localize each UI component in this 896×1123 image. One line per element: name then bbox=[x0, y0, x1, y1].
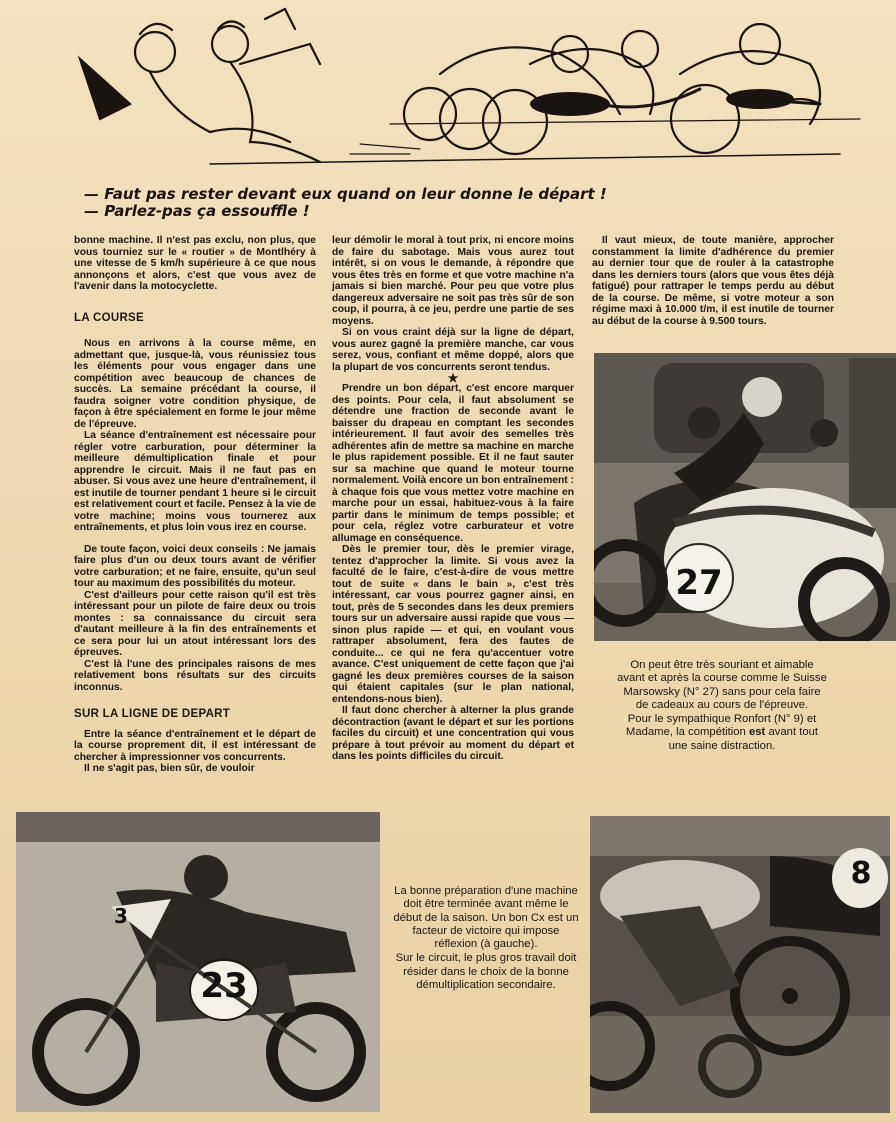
cartoon-caption-line-1: — Faut pas rester devant eux quand on leur donne le départ ! bbox=[84, 185, 607, 203]
heading-la-course: LA COURSE bbox=[74, 311, 144, 324]
cartoon-illustration bbox=[60, 4, 880, 184]
caption-bottom-paragraph-1: La bonne préparation d'une machine doit être terminée avant même le début de la saison. Un bon Cx est un facteur de victoire qui impose réflexion (à gauche). bbox=[393, 885, 579, 951]
column-1-paragraph: C'est là l'une des principales raisons de mes relativement bons résultats sur des circuits inconnus. bbox=[74, 658, 316, 693]
column-1-paragraph: C'est d'ailleurs pour cette raison qu'il est très intéressant pour un pilote de faire deux ou trois montes : sa connaissance du circuit sera d'autant meilleure à la fin des entraînements et ce sera pour lui un atout intéressant lors des épreuves. bbox=[74, 589, 316, 658]
caption-bottom bbox=[392, 885, 580, 993]
column-3-paragraph: Il vaut mieux, de toute manière, approcher constamment la limite d'adhérence du premier au dernier tour que de rouler à la catastrophe dans les derniers tours (alors que vous êtes déjà fatigué) pour rattraper le temps perdu au début de la course. De même, si votre moteur a son régime maxi à 10.000 t/m, il est inutile de tourner au début de la course à 9.500 tours. bbox=[592, 235, 834, 327]
column-1-paragraph: De toute façon, voici deux conseils : Ne jamais faire plus d'un ou deux tours avant de vérifier votre carburation; et ne faire, ensuite, qu'un seul tour au maximum des possibilités du moteur. bbox=[74, 543, 316, 589]
caption-right-text: avant tout une saine distraction. bbox=[668, 726, 819, 752]
race-number-27: 27 bbox=[675, 563, 723, 603]
caption-bottom-paragraph-2: Sur le circuit, le plus gros travail doit résider dans le choix de la bonne démultiplication secondaire. bbox=[395, 952, 577, 992]
column-1-paragraph: Nous en arrivons à la course même, en admettant que, jusque-là, vous réunissiez tous les éléments pour vous engager dans une compétition avec beaucoup de chances de succès. La semaine précédant la course, il faudra soigner votre condition physique, de façon à être spécialement en forme le jour même de l'épreuve. bbox=[74, 338, 316, 430]
photo-rider-27 bbox=[594, 353, 896, 641]
column-2-paragraph: Dès le premier tour, dès le premier virage, tentez d'approcher la limite. Si vous avez la faculté de le faire, c'est-à-dire de vous mettre tout de suite « dans le bain », c'est très intéressant, car vous pourrez gagner ainsi, en tout, près de 5 secondes dans les deux premiers tours sur un adversaire aussi rapide que vous — sinon plus rapide — et qui, en voulant vous rattraper absolument, fera des fautes de conduite... ce qui ne fera qu'accentuer votre avance. C'est uniquement de cette façon que j'ai gagné les deux premières courses de la saison qui étaient capitales (sur le plan national, entendons-nous bien). bbox=[332, 544, 574, 705]
column-1-paragraph: Il ne s'agit pas, bien sûr, de vouloir bbox=[84, 763, 255, 774]
caption-right-paragraph-2 bbox=[616, 713, 828, 753]
section-star-ornament: ★ bbox=[447, 371, 459, 385]
column-1-intro: bonne machine. Il n'est pas exclu, non plus, que vous tourniez sur le « routier » de Montlhéry à une vitesse de 5 km/h supérieure à ce que nous annonçons et alors, c'est que vous avez de l'avenir dans la motocyclette. bbox=[74, 235, 316, 292]
caption-right-emphasis: est bbox=[748, 726, 766, 739]
column-2-paragraph: Si on vous craint déjà sur la ligne de départ, vous aurez gagné la première manche, car vous serez, vous, confiant et même doppé, alors que la plupart de vos concurrents seront tendus. bbox=[332, 327, 574, 373]
caption-right-text: Pour le sympathique Ronfort (N° 9) et Madame, la compétition bbox=[625, 713, 817, 739]
article-column-2 bbox=[332, 235, 574, 763]
column-2-paragraph: Il faut donc chercher à alterner la plus grande décontraction (avant le départ et sur les portions faciles du circuit) et une concentration qui vous prépare à tout prévoir au moment du départ et dans les points difficiles du circuit. bbox=[332, 705, 574, 762]
article-column-1 bbox=[74, 235, 316, 775]
caption-right bbox=[616, 659, 828, 754]
caption-right-paragraph-1: On peut être très souriant et aimable avant et après la course comme le Suisse Marsowsky (N° 27) sans pour cela faire de cadeaux au cours de l'épreuve. bbox=[617, 659, 827, 711]
cartoon-caption bbox=[84, 186, 804, 220]
photo-rider-23 bbox=[16, 812, 380, 1112]
column-1-paragraph: Entre la séance d'entraînement et le départ de la course proprement dit, il est intéressant de chercher à impressionner vos concurrents. bbox=[74, 728, 316, 763]
column-2-paragraph: Prendre un bon départ, c'est encore marquer des points. Pour cela, il faut absolument se détendre une fraction de seconde avant le baisser du drapeau en comptant les secondes intérieurement. Il faut avoir des semelles très adhérentes afin de mettre sa machine en marche le plus rapidement possible. Et il ne faut sauter sur sa machine que quand le moteur tourne normalement. Voilà encore un bon entraînement : à chaque fois que vous mettez votre machine en marche pour un essai, habituez-vous à la faire partir dans le minimum de temps possible; et pour cela, réglez votre carburateur et votre allumage en conséquence. bbox=[332, 383, 574, 544]
article-column-3 bbox=[592, 235, 834, 327]
heading-sur-la-ligne-de-depart: SUR LA LIGNE DE DEPART bbox=[74, 708, 231, 720]
race-number-8: 8 bbox=[850, 856, 872, 891]
race-number-3: 3 bbox=[114, 904, 128, 928]
photo-machine-8 bbox=[590, 816, 890, 1113]
race-number-23: 23 bbox=[200, 966, 248, 1006]
column-1-paragraph: La séance d'entraînement est nécessaire pour régler votre carburation, pour déterminer la meilleure démultiplication finale et pour apprendre le circuit. Mais il ne faut pas en abuser. Si vous avez une heure d'entraînement, il est inutile de tourner pendant 1 heure si le circuit est relativement court et facile. Pensez à la vie de votre machine; moins vous tournerez aux entraînements, et plus loin vous irez en course. bbox=[74, 430, 316, 533]
cartoon-caption-line-2: — Parlez-pas ça essouffle ! bbox=[84, 202, 310, 220]
column-2-paragraph: leur démolir le moral à tout prix, ni encore moins de faire du sabotage. Mais vous aurez tout intérêt, si on vous le demande, à répondre que vous êtes très en forme et que votre machine n'a jamais si bien marché. Pour peu que votre plus dangereux adversaire ne soit pas très sûr de son coup, il pourra, à ce jeu, perdre une partie de ses moyens. bbox=[332, 235, 574, 327]
